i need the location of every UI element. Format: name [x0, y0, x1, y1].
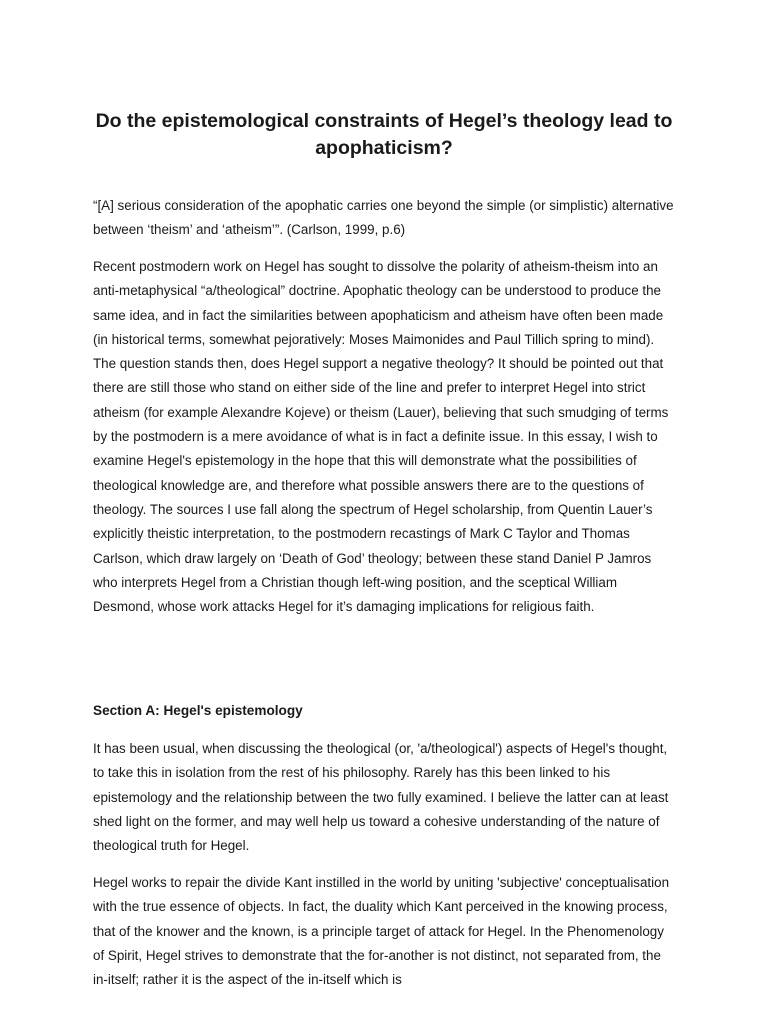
body-paragraph: Hegel works to repair the divide Kant instilled in the world by uniting 'subjective' conceptualisation with the true essence of objects. In fact, the duality which Kant perceived in the knowing process, that of the knower and the known, is a principle target of attack for Hegel. In the Phenomenology of Spirit, Hegel strives to demonstrate that the for-another is not distinct, not separated from, the in-itself; rather it is the aspect of the in-itself which is — [93, 875, 670, 988]
epigraph-quote: “[A] serious consideration of the apophatic carries one beyond the simple (or simplistic) alternative between ‘theism’ and ‘atheism’”. (Carlson, 1999, p.6) — [93, 198, 674, 238]
intro-paragraph: Recent postmodern work on Hegel has sought to dissolve the polarity of atheism-theism into an anti-metaphysical “a/theological” doctrine. Apophatic theology can be understood to produce the same idea, and in fact the similarities between apophaticism and atheism have often been made (in historical terms, somewhat pejoratively: Moses Maimonides and Paul Tillich spring to mind). The question stands then, does Hegel support a negative theology? It should be pointed out that there are still those who stand on either side of the line and prefer to interpret Hegel into strict atheism (for example Alexandre Kojeve) or theism (Lauer), believing that such smudging of terms by the postmodern is a mere avoidance of what is in fact a definite issue. In this essay, I wish to examine Hegel's epistemology in the hope that this will demonstrate what the possibilities of theological knowledge are, and therefore what possible answers there are to the questions of theology. The sources I use fall along the spectrum of Hegel scholarship, from Quentin Lauer’s explicitly theistic interpretation, to the postmodern recastings of Mark C Taylor and Thomas Carlson, which draw largely on ‘Death of God’ theology; between these stand Daniel P Jamros who interprets Hegel from a Christian though left-wing position, and the sceptical William Desmond, whose work attacks Hegel for it’s damaging implications for religious faith. — [93, 259, 669, 615]
section-heading: Section A: Hegel's epistemology — [93, 703, 303, 718]
body-paragraph: It has been usual, when discussing the theological (or, 'a/theological') aspects of Hegel's thought, to take this in isolation from the rest of his philosophy. Rarely has this been linked to his epistemology and the relationship between the two fully examined. I believe the latter can at least shed light on the former, and may well help us toward a cohesive understanding of the nature of theological truth for Hegel. — [93, 741, 669, 854]
document-title: Do the epistemological constraints of Hegel’s theology lead to apophaticism? — [95, 110, 673, 159]
